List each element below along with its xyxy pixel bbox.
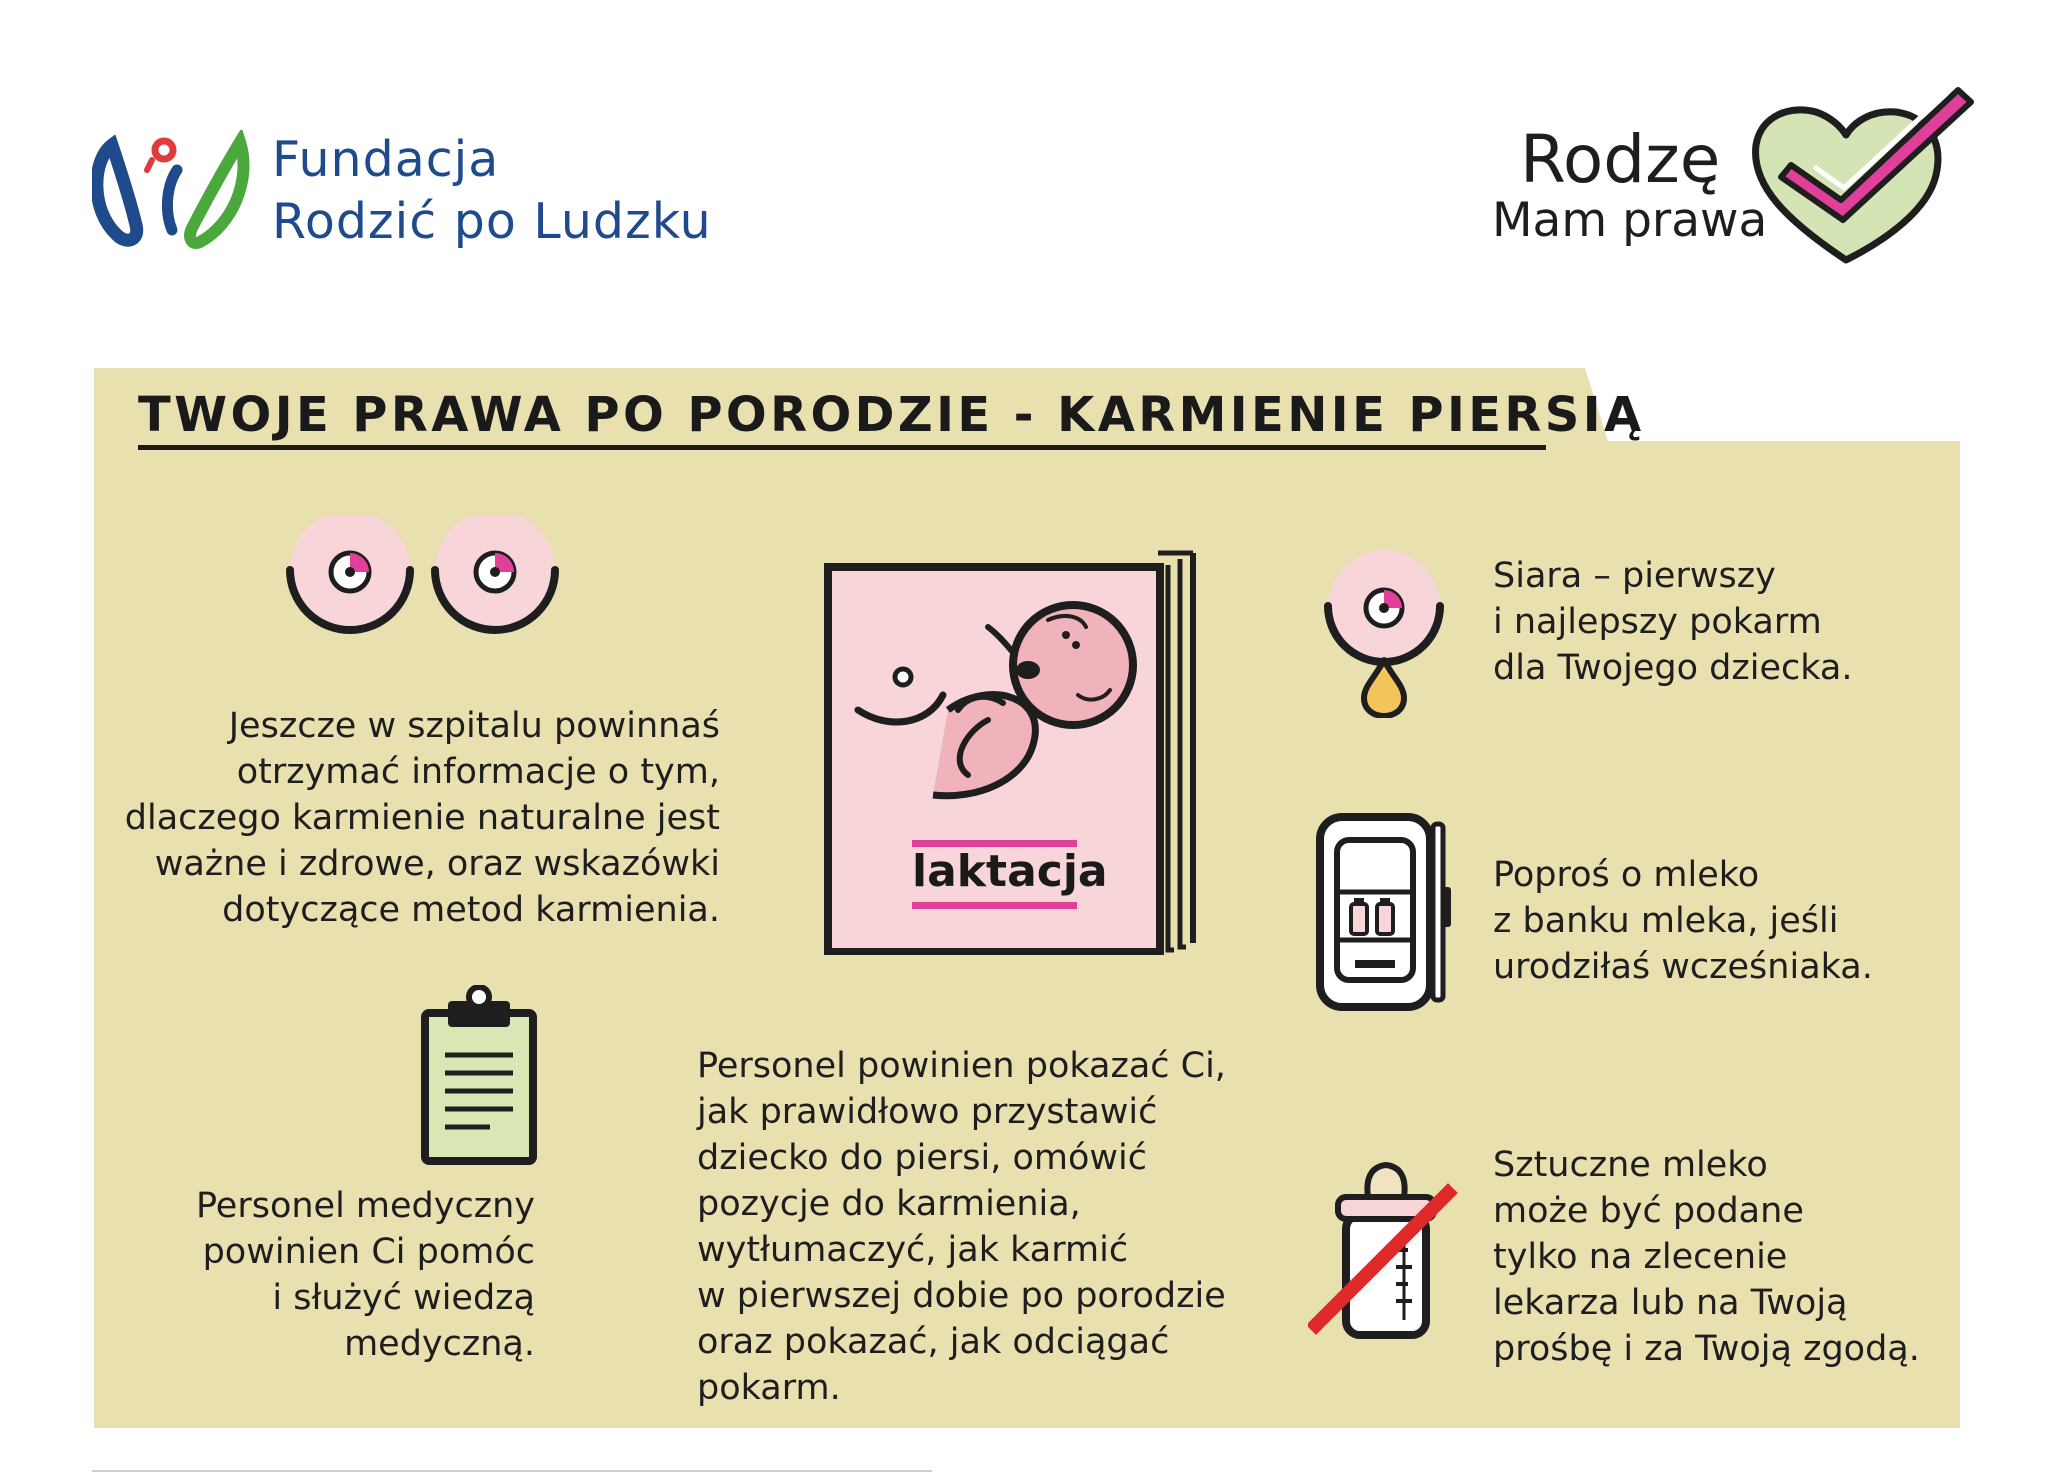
- colostrum-drop-icon: [1318, 548, 1450, 718]
- position-line: oraz pokazać, jak odciągać: [697, 1322, 1170, 1362]
- position-line: jak prawidłowo przystawić: [697, 1092, 1158, 1132]
- staff-line: i służyć wiedzą: [272, 1278, 535, 1318]
- milkbank-line: z banku mleka, jeśli: [1493, 901, 1839, 941]
- formula-text-block: [1493, 1142, 1920, 1372]
- info-text-block: [100, 703, 720, 933]
- foundation-logo-icon: [92, 130, 252, 255]
- position-line: pozycje do karmienia,: [697, 1184, 1081, 1224]
- info-line: ważne i zdrowe, oraz wskazówki: [154, 844, 720, 884]
- formula-line: może być podane: [1493, 1191, 1804, 1231]
- crossed-bottle-icon: [1308, 1155, 1463, 1340]
- book-label: laktacja: [912, 846, 1108, 897]
- campaign-subtitle: Mam prawa: [1492, 193, 1768, 248]
- heart-check-icon: [1746, 80, 1976, 270]
- position-line: wytłumaczyć, jak karmić: [697, 1230, 1129, 1270]
- info-line: otrzymać informacje o tym,: [236, 752, 720, 792]
- milkbank-line: Poproś o mleko: [1493, 855, 1760, 895]
- formula-line: lekarza lub na Twoją: [1493, 1283, 1848, 1323]
- foundation-name-line2: Rodzić po Ludzku: [272, 193, 712, 250]
- staff-line: powinien Ci pomóc: [202, 1232, 535, 1272]
- staff-text-block: [150, 1183, 535, 1367]
- formula-line: prośbę i za Twoją zgodą.: [1493, 1329, 1920, 1369]
- title-underline: [138, 445, 1546, 450]
- milkbank-line: urodziłaś wcześniaka.: [1493, 947, 1873, 987]
- colostrum-line: i najlepszy pokarm: [1493, 602, 1822, 642]
- foundation-name-line1: Fundacja: [272, 131, 500, 188]
- position-line: w pierwszej dobie po porodzie: [697, 1276, 1226, 1316]
- info-line: dlaczego karmienie naturalne jest: [124, 798, 720, 838]
- colostrum-line: dla Twojego dziecka.: [1493, 648, 1853, 688]
- info-line: dotyczące metod karmienia.: [222, 890, 720, 930]
- formula-line: Sztuczne mleko: [1493, 1145, 1768, 1185]
- campaign-title: Rodzę: [1520, 121, 1721, 198]
- milk-fridge-icon: [1315, 812, 1455, 1012]
- staff-line: medyczną.: [344, 1324, 535, 1364]
- milkbank-text-block: [1493, 852, 1873, 990]
- colostrum-line: Siara – pierwszy: [1493, 556, 1776, 596]
- position-text-block: [697, 1043, 1226, 1411]
- bottom-divider: [92, 1470, 932, 1472]
- panel-title: TWOJE PRAWA PO PORODZIE - KARMIENIE PIERSIĄ: [138, 387, 1645, 443]
- position-line: pokarm.: [697, 1368, 841, 1408]
- position-line: dziecko do piersi, omówić: [697, 1138, 1147, 1178]
- info-line: Jeszcze w szpitalu powinnaś: [228, 706, 720, 746]
- colostrum-text-block: [1493, 553, 1852, 691]
- formula-line: tylko na zlecenie: [1493, 1237, 1788, 1277]
- position-line: Personel powinien pokazać Ci,: [697, 1046, 1226, 1086]
- breasts-icon: [285, 515, 560, 635]
- staff-line: Personel medyczny: [195, 1186, 535, 1226]
- clipboard-icon: [420, 985, 540, 1165]
